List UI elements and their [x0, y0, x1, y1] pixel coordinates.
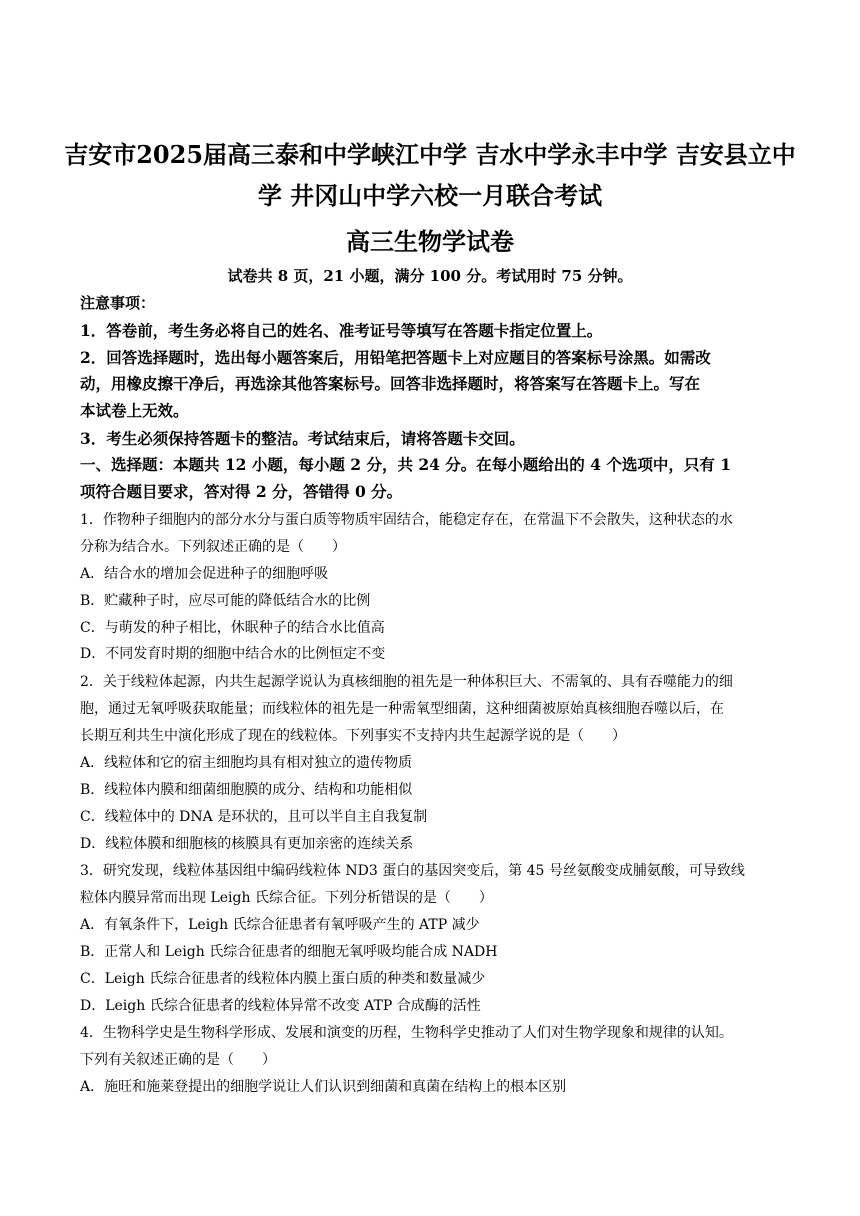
question-stem: 胞，通过无氧呼吸获取能量；而线粒体的祖先是一种需氧型细菌，这种细菌被原始真核细胞吞噬以后，在: [80, 701, 724, 717]
option-c: C．线粒体中的 DNA 是环状的，且可以半自主自我复制: [80, 809, 428, 825]
option-a: A．有氧条件下，Leigh 氏综合征患者有氧呼吸产生的 ATP 减少: [80, 917, 480, 933]
option-a: A．线粒体和它的宿主细胞均具有相对独立的遗传物质: [80, 755, 413, 771]
note-item: 3．考生必须保持答题卡的整洁。考试结束后，请将答题卡交回。: [80, 429, 525, 448]
exam-title-line-1: 吉安市2025届高三泰和中学峡江中学 吉水中学永丰中学 吉安县立中: [64, 140, 796, 169]
option-d: D．Leigh 氏综合征患者的线粒体异常不改变 ATP 合成酶的活性: [80, 998, 481, 1014]
question-stem: 分称为结合水。下列叙述正确的是（ ）: [80, 539, 346, 555]
option-b: B．线粒体内膜和细菌细胞膜的成分、结构和功能相似: [80, 782, 413, 798]
question-stem: 长期互利共生中演化形成了现在的线粒体。下列事实不支持内共生起源学说的是（ ）: [80, 728, 626, 744]
question-stem: 粒体内膜异常而出现 Leigh 氏综合征。下列分析错误的是（ ）: [80, 890, 493, 906]
option-d: D．线粒体膜和细胞核的核膜具有更加亲密的连续关系: [80, 836, 414, 852]
section-heading: 项符合题目要求，答对得 2 分，答错得 0 分。: [80, 482, 403, 501]
note-item: 2．回答选择题时，选出每小题答案后，用铅笔把答题卡上对应题目的答案标号涂黑。如需改: [80, 348, 711, 367]
exam-title-line-2: 学 井冈山中学六校一月联合考试: [257, 181, 603, 210]
question-stem: 4．生物科学史是生物科学形成、发展和演变的历程，生物科学史推动了人们对生物学现象和规律的认知。: [80, 1025, 733, 1041]
note-item: 动，用橡皮擦干净后，再选涂其他答案标号。回答非选择题时，将答案写在答题卡上。写在: [80, 374, 701, 393]
note-item: 1．答卷前，考生务必将自己的姓名、准考证号等填写在答题卡指定位置上。: [80, 321, 603, 340]
option-a: A．结合水的增加会促进种子的细胞呼吸: [80, 566, 329, 582]
question-stem: 3．研究发现，线粒体基因组中编码线粒体 ND3 蛋白的基因突变后，第 45 号丝氨酸变成脯氨酸，可导致线: [80, 863, 745, 879]
option-a: A．施旺和施莱登提出的细胞学说让人们认识到细菌和真菌在结构上的根本区别: [80, 1079, 567, 1095]
notes-label: 注意事项：: [80, 294, 156, 312]
option-b: B．贮藏种子时，应尽可能的降低结合水的比例: [80, 593, 371, 609]
section-heading: 一、选择题：本题共 12 小题，每小题 2 分，共 24 分。在每小题给出的 4 个选项中，只有 1: [80, 455, 732, 474]
option-c: C．与萌发的种子相比，休眠种子的结合水比值高: [80, 620, 385, 636]
option-b: B．正常人和 Leigh 氏综合征患者的细胞无氧呼吸均能合成 NADH: [80, 944, 498, 960]
question-stem: 1．作物种子细胞内的部分水分与蛋白质等物质牢固结合，能稳定存在，在常温下不会散失，这种状态的水: [80, 512, 733, 528]
option-d: D．不同发育时期的细胞中结合水的比例恒定不变: [80, 646, 386, 662]
question-stem: 下列有关叙述正确的是（ ）: [80, 1052, 276, 1068]
option-c: C．Leigh 氏综合征患者的线粒体内膜上蛋白质的种类和数量减少: [80, 971, 486, 987]
paper-subject-title: 高三生物学试卷: [346, 227, 514, 256]
exam-info: 试卷共 8 页，21 小题，满分 100 分。考试用时 75 分钟。: [227, 267, 633, 285]
note-item: 本试卷上无效。: [80, 401, 189, 420]
question-stem: 2．关于线粒体起源，内共生起源学说认为真核细胞的祖先是一种体积巨大、不需氧的、具有吞噬能力的细: [80, 674, 733, 690]
